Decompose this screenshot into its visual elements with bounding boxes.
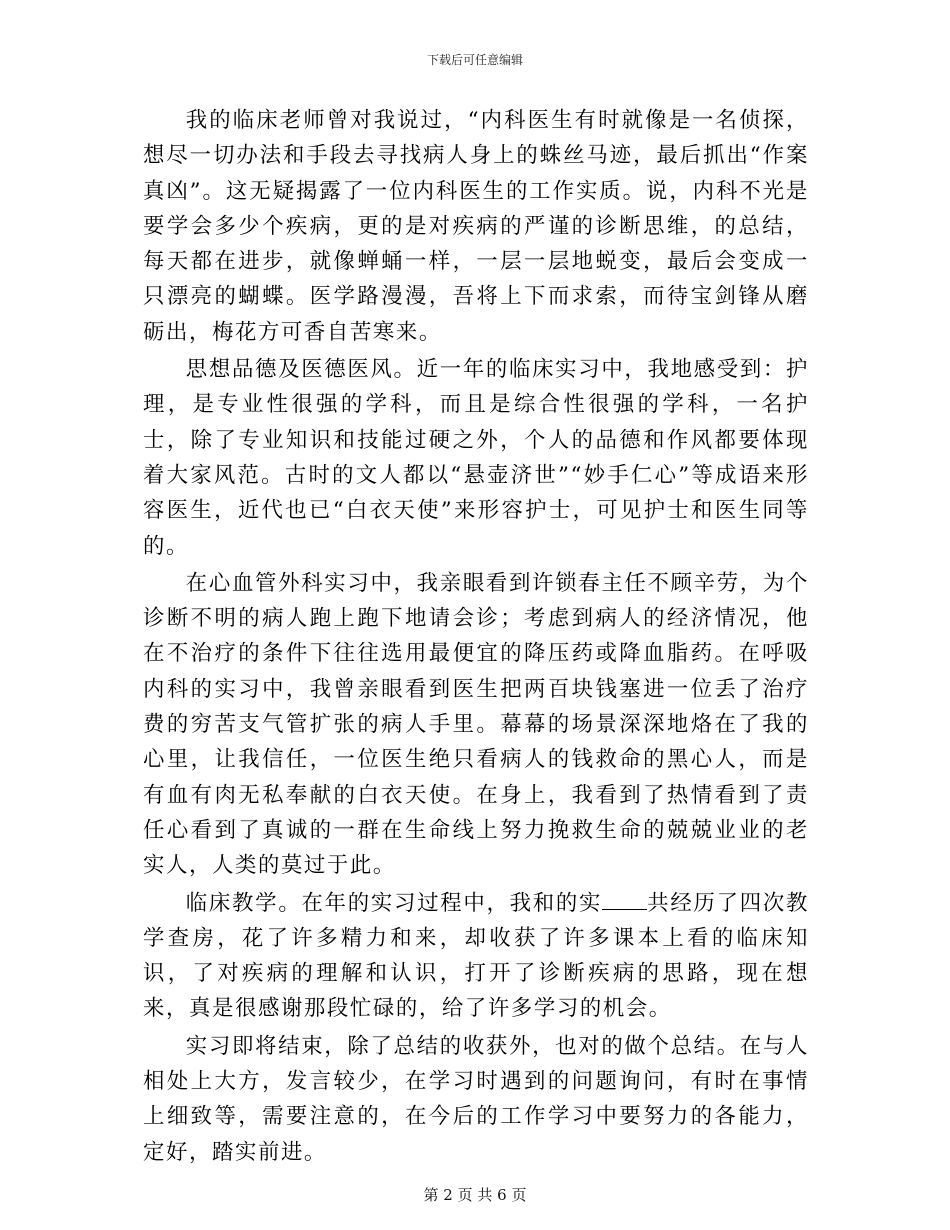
paragraph-clinical-teaching bbox=[143, 886, 809, 1027]
paragraph-closing: 实习即将结束，除了总结的收获外，也对的做个总结。在与人相处上大方，发言较少，在学习时遇到的问题询问，有时在事情上细致等，需要注意的，在今后的工作学习中要努力的各能力，定好，踏实前进。 bbox=[143, 1033, 809, 1165]
page-indicator: 第 2 页 共 6 页 bbox=[423, 1186, 527, 1204]
teaching-text-start: 临床教学。在年的实习过程中，我和的实 bbox=[185, 890, 603, 916]
header-note: 下载后可任意编辑 bbox=[426, 53, 523, 67]
page-footer bbox=[0, 1185, 950, 1205]
paragraph-ethics: 思想品德及医德医风。近一年的临床实习中，我地感受到：护理，是专业性很强的学科，而且是综合性很强的学科，一名护士，除了专业知识和技能过硬之外，个人的品德和作风都要体现着大家风范。古时的文人都以“悬壶济世”“妙手仁心”等成语来形容医生，近代也已“白衣天使”来形容护士，可见护士和医生同等的。 bbox=[143, 357, 809, 559]
teaching-text-end: 共经历了四次教学查房，花了许多精力和来，却收获了许多课本上看的临床知识，了对疾病的理解和认识，打开了诊断疾病的思路，现在想来，真是很感谢那段忙碌的，给了许多学习的机会。 bbox=[143, 890, 809, 1022]
fill-in-blank bbox=[602, 886, 647, 909]
document-body bbox=[143, 103, 809, 1172]
paragraph-teacher-quote: 我的临床老师曾对我说过，“内科医生有时就像是一名侦探，想尽一切办法和手段去寻找病人身上的蛛丝马迹，最后抓出“作案真凶”。这无疑揭露了一位内科医生的工作实质。说，内科不光是要学会多少个疾病，更的是对疾病的严谨的诊断思维，的总结，每天都在进步，就像蝉蛹一样，一层一层地蜕变，最后会变成一只漂亮的蝴蝶。医学路漫漫，吾将上下而求索，而待宝剑锋从磨砺出，梅花方可香自苦寒来。 bbox=[143, 108, 809, 345]
page-header bbox=[0, 52, 950, 68]
paragraph-cardiology: 在心血管外科实习中，我亲眼看到许锁春主任不顾辛劳，为个诊断不明的病人跑上跑下地请会诊；考虑到病人的经济情况，他在不治疗的条件下往往选用最便宜的降压药或降血脂药。在呼吸内科的实习中，我曾亲眼看到医生把两百块钱塞进一位丢了治疗费的穷苦支气管扩张的病人手里。幕幕的场景深深地烙在了我的心里，让我信任，一位医生绝只看病人的钱救命的黑心人，而是有血有肉无私奉献的白衣天使。在身上，我看到了热情看到了责任心看到了真诚的一群在生命线上努力挽救生命的兢兢业业的老实人，人类的莫过于此。 bbox=[143, 570, 809, 879]
